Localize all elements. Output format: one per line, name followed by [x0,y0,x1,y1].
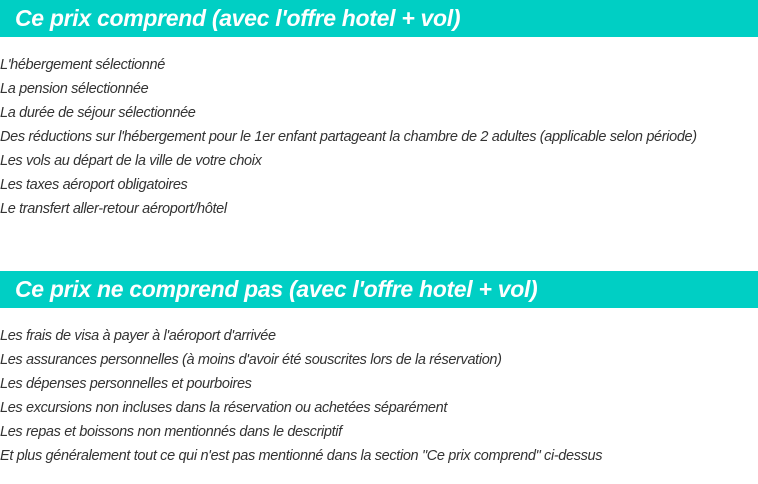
included-item-airport-taxes: Les taxes aéroport obligatoires [0,177,188,193]
excluded-item-meals-drinks: Les repas et boissons non mentionnés dans le descriptif [0,424,342,440]
excluded-section [0,271,758,468]
included-item-stay-duration: La durée de séjour sélectionnée [0,105,196,121]
excluded-item-visa-fees: Les frais de visa à payer à l'aéroport d'arrivée [0,328,276,344]
included-section [0,0,758,221]
included-item-accommodation: L'hébergement sélectionné [0,57,165,73]
excluded-item-general: Et plus généralement tout ce qui n'est pas mentionné dans la section "Ce prix comprend" ci-dessus [0,448,603,464]
included-item-child-discount: Des réductions sur l'hébergement pour le 1er enfant partageant la chambre de 2 adultes (applicable selon période) [0,129,697,145]
excluded-item-personal-expenses: Les dépenses personnelles et pourboires [0,376,252,392]
included-list [0,53,758,221]
included-item-board: La pension sélectionnée [0,81,149,97]
excluded-item-insurance: Les assurances personnelles (à moins d'avoir été souscrites lors de la réservation) [0,352,502,368]
included-item-flights: Les vols au départ de la ville de votre choix [0,153,262,169]
excluded-heading: Ce prix ne comprend pas (avec l'offre hotel + vol) [0,271,758,308]
excluded-item-excursions: Les excursions non incluses dans la réservation ou achetées séparément [0,400,448,416]
included-heading: Ce prix comprend (avec l'offre hotel + vol) [0,0,758,37]
included-item-transfer: Le transfert aller-retour aéroport/hôtel [0,201,227,217]
excluded-list [0,324,758,468]
